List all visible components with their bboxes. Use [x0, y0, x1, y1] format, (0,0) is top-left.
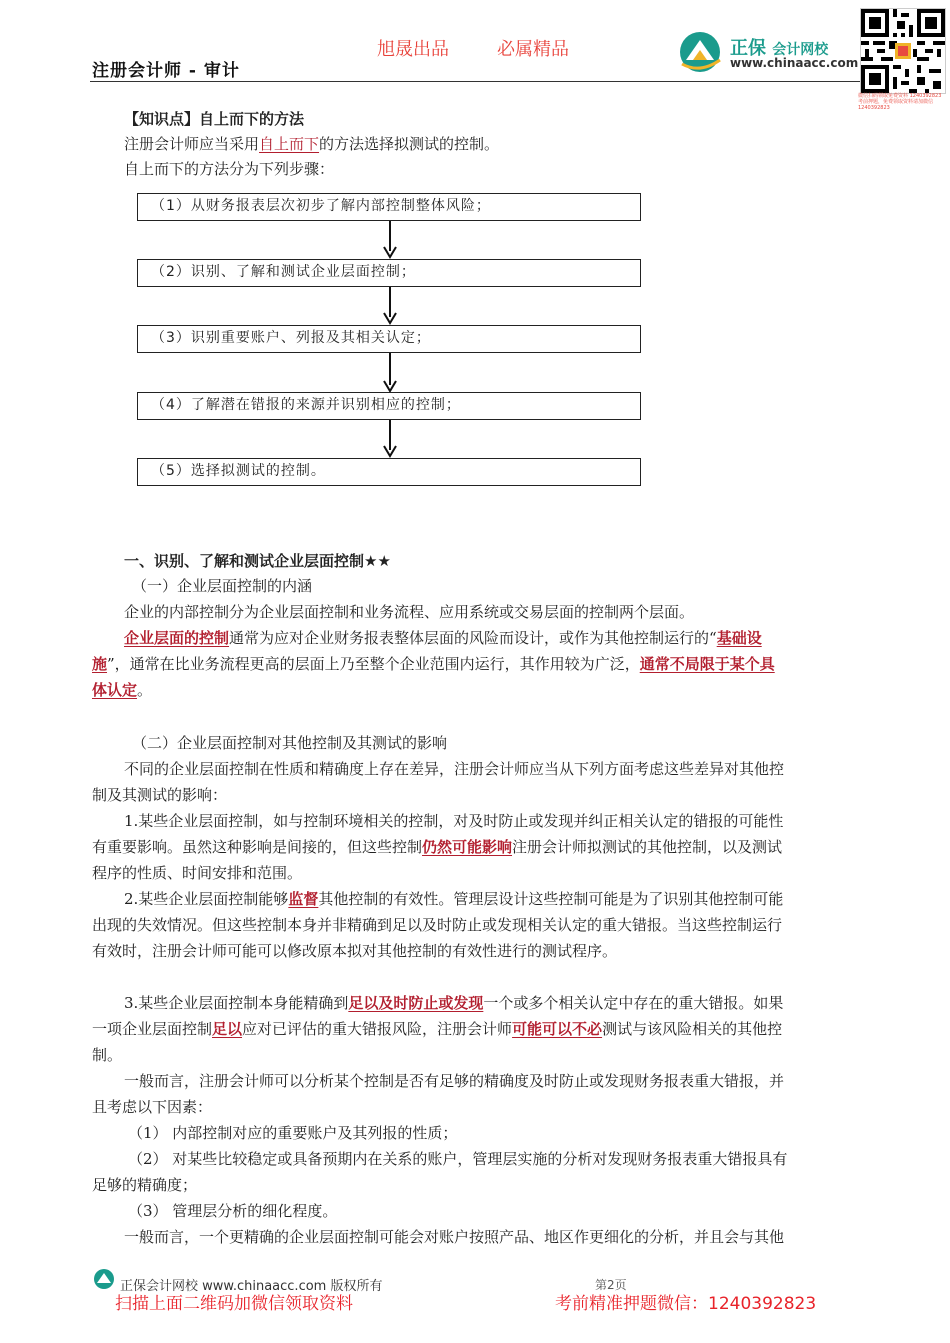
paragraph: 1.某些企业层面控制，如与控制环境相关的控制，对及时防止或发现并纠正相关认定的错报的可能性 [124, 812, 784, 830]
factor-item: （2） 对某些比较稳定或具备预期内在关系的账户，管理层实施的分析对发现财务报表重大错报具有 [128, 1150, 788, 1168]
paragraph: 有重要影响。虽然这种影响是间接的，但这些控制仍然可能影响注册会计师拟测试的其他控制，以及测试 [92, 838, 783, 856]
paragraph: 程序的性质、时间安排和范围。 [92, 864, 303, 882]
header-slogan-2: 必属精品 [497, 39, 569, 60]
paragraph: 体认定。 [92, 681, 153, 699]
paragraph: 有效时，注册会计师可能可以修改原本拟对其他控制的有效性进行的测试程序。 [92, 942, 618, 960]
course-title: 注册会计师 - 审计 [92, 61, 240, 81]
flow-step-5: （5）选择拟测试的控制。 [137, 458, 641, 486]
footer-promo-right: 考前精准押题微信：1240392823 [555, 1294, 817, 1314]
brand-name: 正保 会计网校 [730, 38, 829, 59]
flow-step-3: （3）识别重要账户、列报及其相关认定； [137, 325, 641, 353]
section-heading: 一、识别、了解和测试企业层面控制★★ [124, 552, 391, 570]
flow-step-1: （1）从财务报表层次初步了解内部控制整体风险； [137, 193, 641, 221]
subsection-1-title: （一）企业层面控制的内涵 [132, 577, 313, 595]
factor-item: （1） 内部控制对应的重要账户及其列报的性质； [128, 1124, 458, 1142]
paragraph: 3.某些企业层面控制本身能精确到足以及时防止或发现一个或多个相关认定中存在的重大错报。如果 [124, 994, 784, 1012]
flow-step-2: （2）识别、了解和测试企业层面控制； [137, 259, 641, 287]
paragraph: 2.某些企业层面控制能够监督其他控制的有效性。管理层设计这些控制可能是为了识别其他控制可能 [124, 890, 784, 908]
flow-arrow-icon [380, 287, 400, 325]
flow-arrow-icon [380, 420, 400, 458]
flow-step-4: （4）了解潜在错报的来源并识别相应的控制； [137, 392, 641, 420]
header-slogan-1: 旭晟出品 [377, 39, 449, 60]
paragraph: 一项企业层面控制足以应对已评估的重大错报风险，注册会计师可能可以不必测试与该风险相关的其他控 [92, 1020, 783, 1038]
footer-promo-left: 扫描上面二维码加微信领取资料 [115, 1294, 353, 1314]
paragraph: 施”，通常在比业务流程更高的层面上乃至整个企业范围内运行，其作用较为广泛，通常不局限于某个具 [92, 655, 775, 673]
paragraph: 一般而言，一个更精确的企业层面控制可能会对账户按照产品、地区作更细化的分析，并且会与其他 [124, 1228, 785, 1246]
paragraph: 企业层面的控制通常为应对企业财务报表整体层面的风险而设计，或作为其他控制运行的“基础设 [124, 629, 762, 647]
knowledge-title: 【知识点】自上而下的方法 [124, 110, 305, 128]
flow-arrow-icon [380, 221, 400, 259]
paragraph: 一般而言，注册会计师可以分析某个控制是否有足够的精确度及时防止或发现财务报表重大错报，并 [124, 1072, 785, 1090]
flow-arrow-icon [380, 353, 400, 393]
paragraph: 制及其测试的影响： [92, 786, 228, 804]
brand-url: www.chinaacc.com [730, 56, 859, 70]
factor-item: 足够的精确度； [92, 1176, 198, 1194]
knowledge-line-2: 自上而下的方法分为下列步骤： [124, 160, 335, 178]
paragraph: 不同的企业层面控制在性质和精确度上存在差异，注册会计师应当从下列方面考虑这些差异对其他控 [124, 760, 785, 778]
factor-item: （3） 管理层分析的细化程度。 [128, 1202, 338, 1220]
brand-logo-icon [676, 30, 726, 74]
qr-code-icon[interactable] [860, 8, 946, 94]
page-number: 第2页 [595, 1278, 627, 1292]
paragraph: 制。 [92, 1046, 123, 1064]
footer-logo-icon [92, 1268, 116, 1290]
knowledge-line-1: 注册会计师应当采用自上而下的方法选择拟测试的控制。 [124, 135, 500, 153]
header-divider [90, 81, 870, 82]
subsection-2-title: （二）企业层面控制对其他控制及其测试的影响 [132, 734, 448, 752]
qr-caption: 微信扫码领取免费资料 1240392823 考前押题，免费领取资料请加微信 1240392823 [858, 93, 942, 111]
paragraph: 企业的内部控制分为企业层面控制和业务流程、应用系统或交易层面的控制两个层面。 [124, 603, 695, 621]
paragraph: 出现的失效情况。但这些控制本身并非精确到足以及时防止或发现相关认定的重大错报。当这些控制运行 [92, 916, 783, 934]
footer-copyright: 正保会计网校 www.chinaacc.com 版权所有 [120, 1279, 383, 1294]
paragraph: 且考虑以下因素： [92, 1098, 213, 1116]
